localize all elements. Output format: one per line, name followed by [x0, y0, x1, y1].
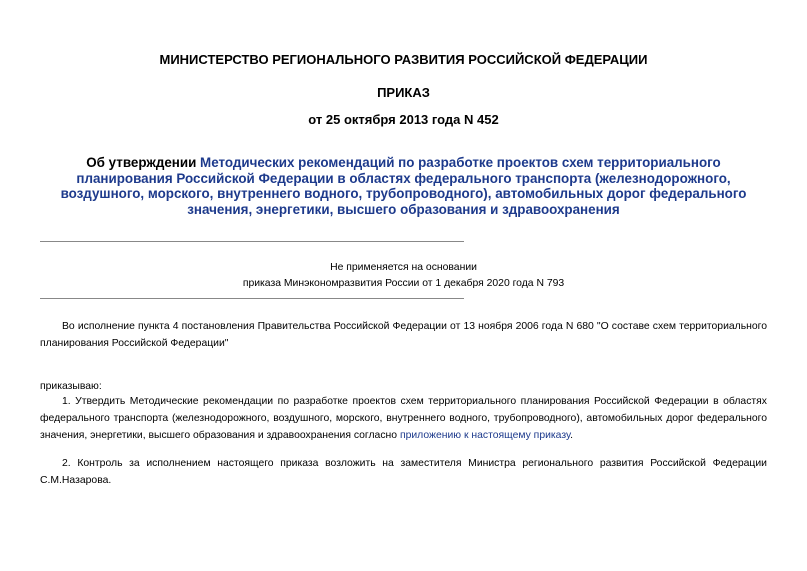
preamble-text: Во исполнение пункта 4 постановления Правительства Российской Федерации от 13 ноября 2006 года N 680 "О составе схем территориального планирования Российской Федерации" [40, 321, 767, 349]
item-1-end: . [570, 430, 574, 441]
status-note-line2: приказа Минэкономразвития России от 1 декабря 2020 года N 793 [242, 278, 565, 289]
status-note-line1: Не применяется на основании [330, 262, 477, 273]
document-date-number: от 25 октября 2013 года N 452 [308, 112, 499, 127]
document-title [40, 155, 767, 217]
item-1-text: 1. Утвердить Методические рекомендации по разработке проектов схем территориального планирования Российской Федерации в областях федерального транспорта (железнодорожного, воздушного, морского, внутреннего водного, трубопроводного), автомобильных дорог федерального значения, энергетики, высшего образования и здравоохранения согласно [40, 396, 767, 441]
item-2-text: 2. Контроль за исполнением настоящего приказа возложить на заместителя Министра регионального развития Российской Федерации С.М.Назарова. [40, 458, 767, 486]
item-1-paragraph [40, 393, 767, 444]
document-type: ПРИКАЗ [377, 85, 430, 100]
appendix-link[interactable]: приложению к настоящему приказу [399, 430, 571, 441]
decree-word: приказываю: [40, 381, 102, 392]
divider-bottom [40, 298, 464, 299]
title-prefix: Об утверждении [86, 155, 201, 170]
title-link[interactable]: Методических рекомендаций по разработке проектов схем территориального планирования Российской Федерации в областях федерального транспорта (железнодорожного, воздушного, морского, внутреннего водного, трубопроводного), автомобильных дорог федерального значения, энергетики, высшего образования и здравоохранения [60, 155, 747, 217]
preamble-paragraph [40, 318, 767, 352]
ministry-heading: МИНИСТЕРСТВО РЕГИОНАЛЬНОГО РАЗВИТИЯ РОССИЙСКОЙ ФЕДЕРАЦИИ [159, 52, 648, 67]
divider-top [40, 241, 464, 242]
item-2-paragraph [40, 455, 767, 489]
